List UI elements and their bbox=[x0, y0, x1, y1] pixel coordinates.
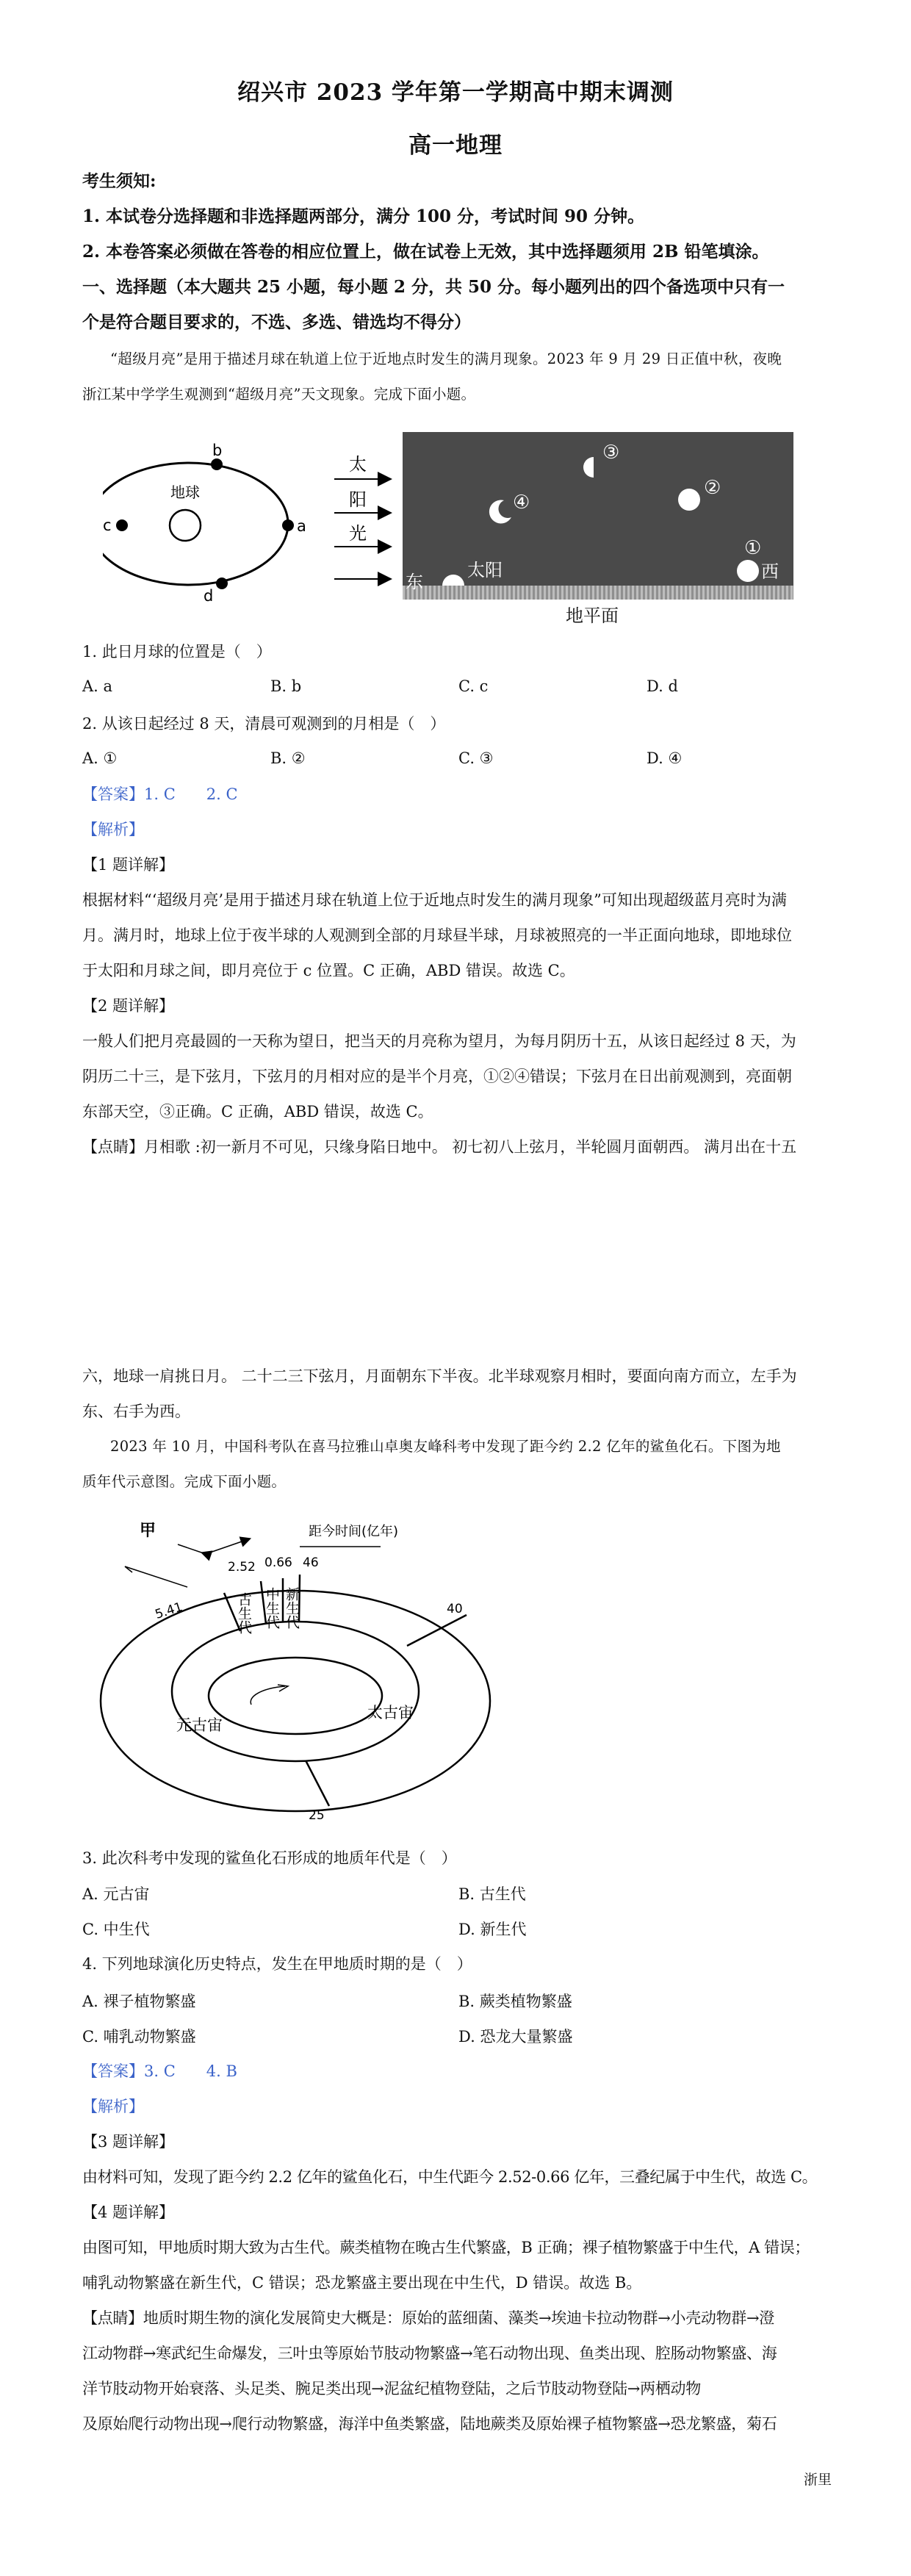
tip-2-line-2: 江动物群→寒武纪生命爆发，三叶虫等原始节肢动物繁盛→笔石动物出现、鱼类出现、腔肠动物繁盛、海 bbox=[82, 2345, 777, 2362]
point-b bbox=[211, 458, 223, 470]
tip-2-line-4: 及原始爬行动物出现→爬行动物繁盛，海洋中鱼类繁盛，陆地蕨类及原始裸子植物繁盛→恐龙繁盛，菊石 bbox=[82, 2415, 777, 2433]
geologic-time-diagram bbox=[96, 1506, 507, 1822]
detail-1-line-2: 月。满月时，地球上位于夜半球的人观测到全部的月球昼半球，月球被照亮的一半正面向地球，即地球位 bbox=[82, 927, 792, 944]
era-paleozoic: 古生代 bbox=[236, 1592, 252, 1634]
passage-1-line-2: 浙江某中学学生观测到“超级月亮”天文现象。完成下面小题。 bbox=[82, 386, 476, 403]
label-40: 40 bbox=[447, 1602, 463, 1616]
analysis-label-2: 【解析】 bbox=[82, 2098, 144, 2115]
q1-option-d[interactable]: D. d bbox=[647, 677, 678, 695]
passage-1-line-1: “超级月亮”是用于描述月球在轨道上位于近地点时发生的满月现象。2023 年 9 月 29 日正值中秋，夜晚 bbox=[110, 350, 782, 367]
west-label: 西 bbox=[761, 561, 779, 582]
detail-1-line-3: 于太阳和月球之间，即月亮位于 c 位置。C 正确，ABD 错误。故选 C。 bbox=[82, 962, 575, 979]
earth-label: 地球 bbox=[170, 483, 200, 501]
point-b-label: b bbox=[212, 442, 223, 459]
notice-line-1: 1. 本试卷分选择题和非选择题两部分，满分 100 分，考试时间 90 分钟。 bbox=[82, 206, 645, 226]
q4-option-d[interactable]: D. 恐龙大量繁盛 bbox=[458, 2028, 573, 2046]
east-label: 东 bbox=[406, 572, 423, 592]
moon-3-number: ③ bbox=[602, 442, 620, 464]
notice-line-2: 2. 本卷答案必须做在答卷的相应位置上，做在试卷上无效，其中选择题须用 2B 铅笔填涂。 bbox=[82, 242, 769, 262]
section-heading-line-1: 一、选择题（本大题共 25 小题，每小题 2 分，共 50 分。每小题列出的四个备选项中只有一 bbox=[82, 277, 785, 297]
inner-ellipse bbox=[209, 1658, 382, 1734]
q3-option-b[interactable]: B. 古生代 bbox=[458, 1885, 526, 1903]
detail-1-heading: 【1 题详解】 bbox=[82, 856, 175, 874]
q3-option-a[interactable]: A. 元古宙 bbox=[82, 1885, 150, 1903]
tip-1-line-1: 【点睛】月相歌 :初一新月不可见，只缘身陷日地中。 初七初八上弦月，半轮圆月面朝西。 满月出在十五 bbox=[82, 1138, 797, 1156]
detail-3-line-1: 由材料可知，发现了距今约 2.2 亿年的鲨鱼化石，中生代距今 2.52-0.66 亿年，三叠纪属于中生代，故选 C。 bbox=[82, 2168, 818, 2186]
footer-mark: 浙里 bbox=[804, 2472, 832, 2488]
q4-option-b[interactable]: B. 蕨类植物繁盛 bbox=[458, 1993, 572, 2010]
q2-option-a[interactable]: A. ① bbox=[82, 749, 118, 767]
passage-2-line-2: 质年代示意图。完成下面小题。 bbox=[82, 1473, 287, 1490]
point-c-label: c bbox=[103, 517, 112, 534]
q1-option-c[interactable]: C. c bbox=[458, 677, 489, 695]
sunlight-char-1: 太 bbox=[349, 456, 367, 475]
sun-label: 太阳 bbox=[467, 560, 503, 580]
label-25: 25 bbox=[309, 1808, 325, 1822]
label-5-41: 5.41 bbox=[153, 1600, 184, 1622]
q1-option-b[interactable]: B. b bbox=[270, 677, 302, 695]
moon-2 bbox=[678, 489, 700, 511]
label-46: 46 bbox=[303, 1555, 319, 1570]
point-d-label: d bbox=[204, 587, 214, 605]
era-mesozoic: 中生代 bbox=[264, 1587, 280, 1629]
point-a bbox=[282, 519, 294, 531]
q4-option-a[interactable]: A. 裸子植物繁盛 bbox=[82, 1993, 196, 2010]
notice-heading: 考生须知: bbox=[82, 171, 156, 191]
detail-2-line-1: 一般人们把月亮最圆的一天称为望日，把当天的月亮称为望月，为每月阴历十五，从该日起经过 8 天，为 bbox=[82, 1032, 796, 1050]
sun-shape bbox=[442, 575, 464, 586]
detail-4-line-2: 哺乳动物繁盛在新生代，C 错误；恐龙繁盛主要出现在中生代，D 错误。故选 B。 bbox=[82, 2274, 642, 2292]
q2-option-b[interactable]: B. ② bbox=[270, 749, 306, 767]
moon-4 bbox=[489, 500, 511, 523]
eon-archean: 太古宙 bbox=[367, 1704, 414, 1721]
q2-option-c[interactable]: C. ③ bbox=[458, 749, 494, 767]
analysis-label-1: 【解析】 bbox=[82, 821, 144, 838]
detail-4-line-1: 由图可知，甲地质时期大致为古生代。蕨类植物在晚古生代繁盛，B 正确；裸子植物繁盛于中生代，A 错误； bbox=[82, 2239, 810, 2256]
jia-label: 甲 bbox=[140, 1522, 156, 1540]
q4-stem: 4. 下列地球演化历史特点，发生在甲地质时期的是（ ） bbox=[82, 1955, 472, 1973]
q2-stem: 2. 从该日起经过 8 天，清晨可观测到的月相是（ ） bbox=[82, 715, 446, 733]
label-2-52: 2.52 bbox=[228, 1560, 256, 1575]
answer-3-4: 【答案】3. C 4. B bbox=[82, 2062, 237, 2080]
moon-1-number: ① bbox=[744, 537, 762, 559]
q1-option-a[interactable]: A. a bbox=[82, 677, 113, 695]
tip-1-line-3: 东、右手为西。 bbox=[82, 1403, 190, 1420]
tip-2-line-1: 【点睛】地质时期生物的演化发展简史大概是：原始的蓝细菌、藻类→埃迪卡拉动物群→小壳动物群→澄 bbox=[82, 2309, 774, 2327]
detail-2-line-2: 阴历二十三，是下弦月，下弦月的月相对应的是半个月亮，①②④错误；下弦月在日出前观测到，亮面朝 bbox=[82, 1068, 792, 1085]
detail-4-heading: 【4 题详解】 bbox=[82, 2203, 175, 2221]
q4-option-c[interactable]: C. 哺乳动物繁盛 bbox=[82, 2028, 196, 2046]
orbit-left-point bbox=[103, 433, 132, 610]
exam-title: 绍兴市 2023 学年第一学期高中期末调测 bbox=[237, 79, 674, 106]
sunlight-char-2: 阳 bbox=[349, 489, 367, 510]
tip-1-line-2: 六，地球一肩挑日月。 二十二三下弦月，月面朝东下半夜。北半球观察月相时，要面向南方而立，左手为 bbox=[82, 1367, 797, 1385]
passage-2-line-1: 2023 年 10 月，中国科考队在喜马拉雅山卓奥友峰科考中发现了距今约 2.2 亿年的鲨鱼化石。下图为地 bbox=[110, 1438, 781, 1455]
sunlight-char-3: 光 bbox=[349, 523, 367, 544]
detail-2-heading: 【2 题详解】 bbox=[82, 997, 175, 1015]
section-heading-line-2: 个是符合题目要求的，不选、多选、错选均不得分） bbox=[82, 312, 471, 332]
detail-1-line-1: 根据材料“‘超级月亮’是用于描述月球在轨道上位于近地点时发生的满月现象”可知出现超级蓝月亮时为满 bbox=[82, 891, 787, 909]
earth-circle bbox=[170, 510, 201, 541]
exam-subtitle: 高一地理 bbox=[408, 132, 503, 159]
q3-option-d[interactable]: D. 新生代 bbox=[458, 1921, 527, 1938]
point-a-label: a bbox=[297, 517, 306, 535]
moon-2-number: ② bbox=[704, 477, 721, 499]
tip-2-line-3: 洋节肢动物开始衰落、头足类、腕足类出现→泥盆纪植物登陆，之后节肢动物登陆→两栖动物 bbox=[82, 2380, 701, 2397]
era-cenozoic: 新生代 bbox=[284, 1587, 300, 1629]
q1-stem: 1. 此日月球的位置是（ ） bbox=[82, 643, 272, 661]
moon-phases bbox=[403, 432, 793, 600]
q2-option-d[interactable]: D. ④ bbox=[647, 749, 683, 767]
label-0-66: 0.66 bbox=[264, 1555, 292, 1570]
q3-option-c[interactable]: C. 中生代 bbox=[82, 1921, 150, 1938]
detail-2-line-3: 东部天空，③正确。C 正确，ABD 错误，故选 C。 bbox=[82, 1103, 433, 1120]
horizon-label: 地平面 bbox=[566, 605, 619, 626]
moon-1 bbox=[737, 560, 759, 582]
axis-title: 距今时间(亿年) bbox=[309, 1524, 399, 1539]
eon-proterozoic: 元古宙 bbox=[176, 1716, 223, 1734]
point-d bbox=[216, 578, 228, 589]
moon-3 bbox=[583, 457, 594, 478]
q3-stem: 3. 此次科考中发现的鲨鱼化石形成的地质年代是（ ） bbox=[82, 1849, 457, 1867]
sunlight-arrows bbox=[327, 456, 393, 595]
moon-4-number: ④ bbox=[513, 492, 530, 514]
answer-1-2: 【答案】1. C 2. C bbox=[82, 785, 238, 803]
detail-3-heading: 【3 题详解】 bbox=[82, 2133, 175, 2151]
